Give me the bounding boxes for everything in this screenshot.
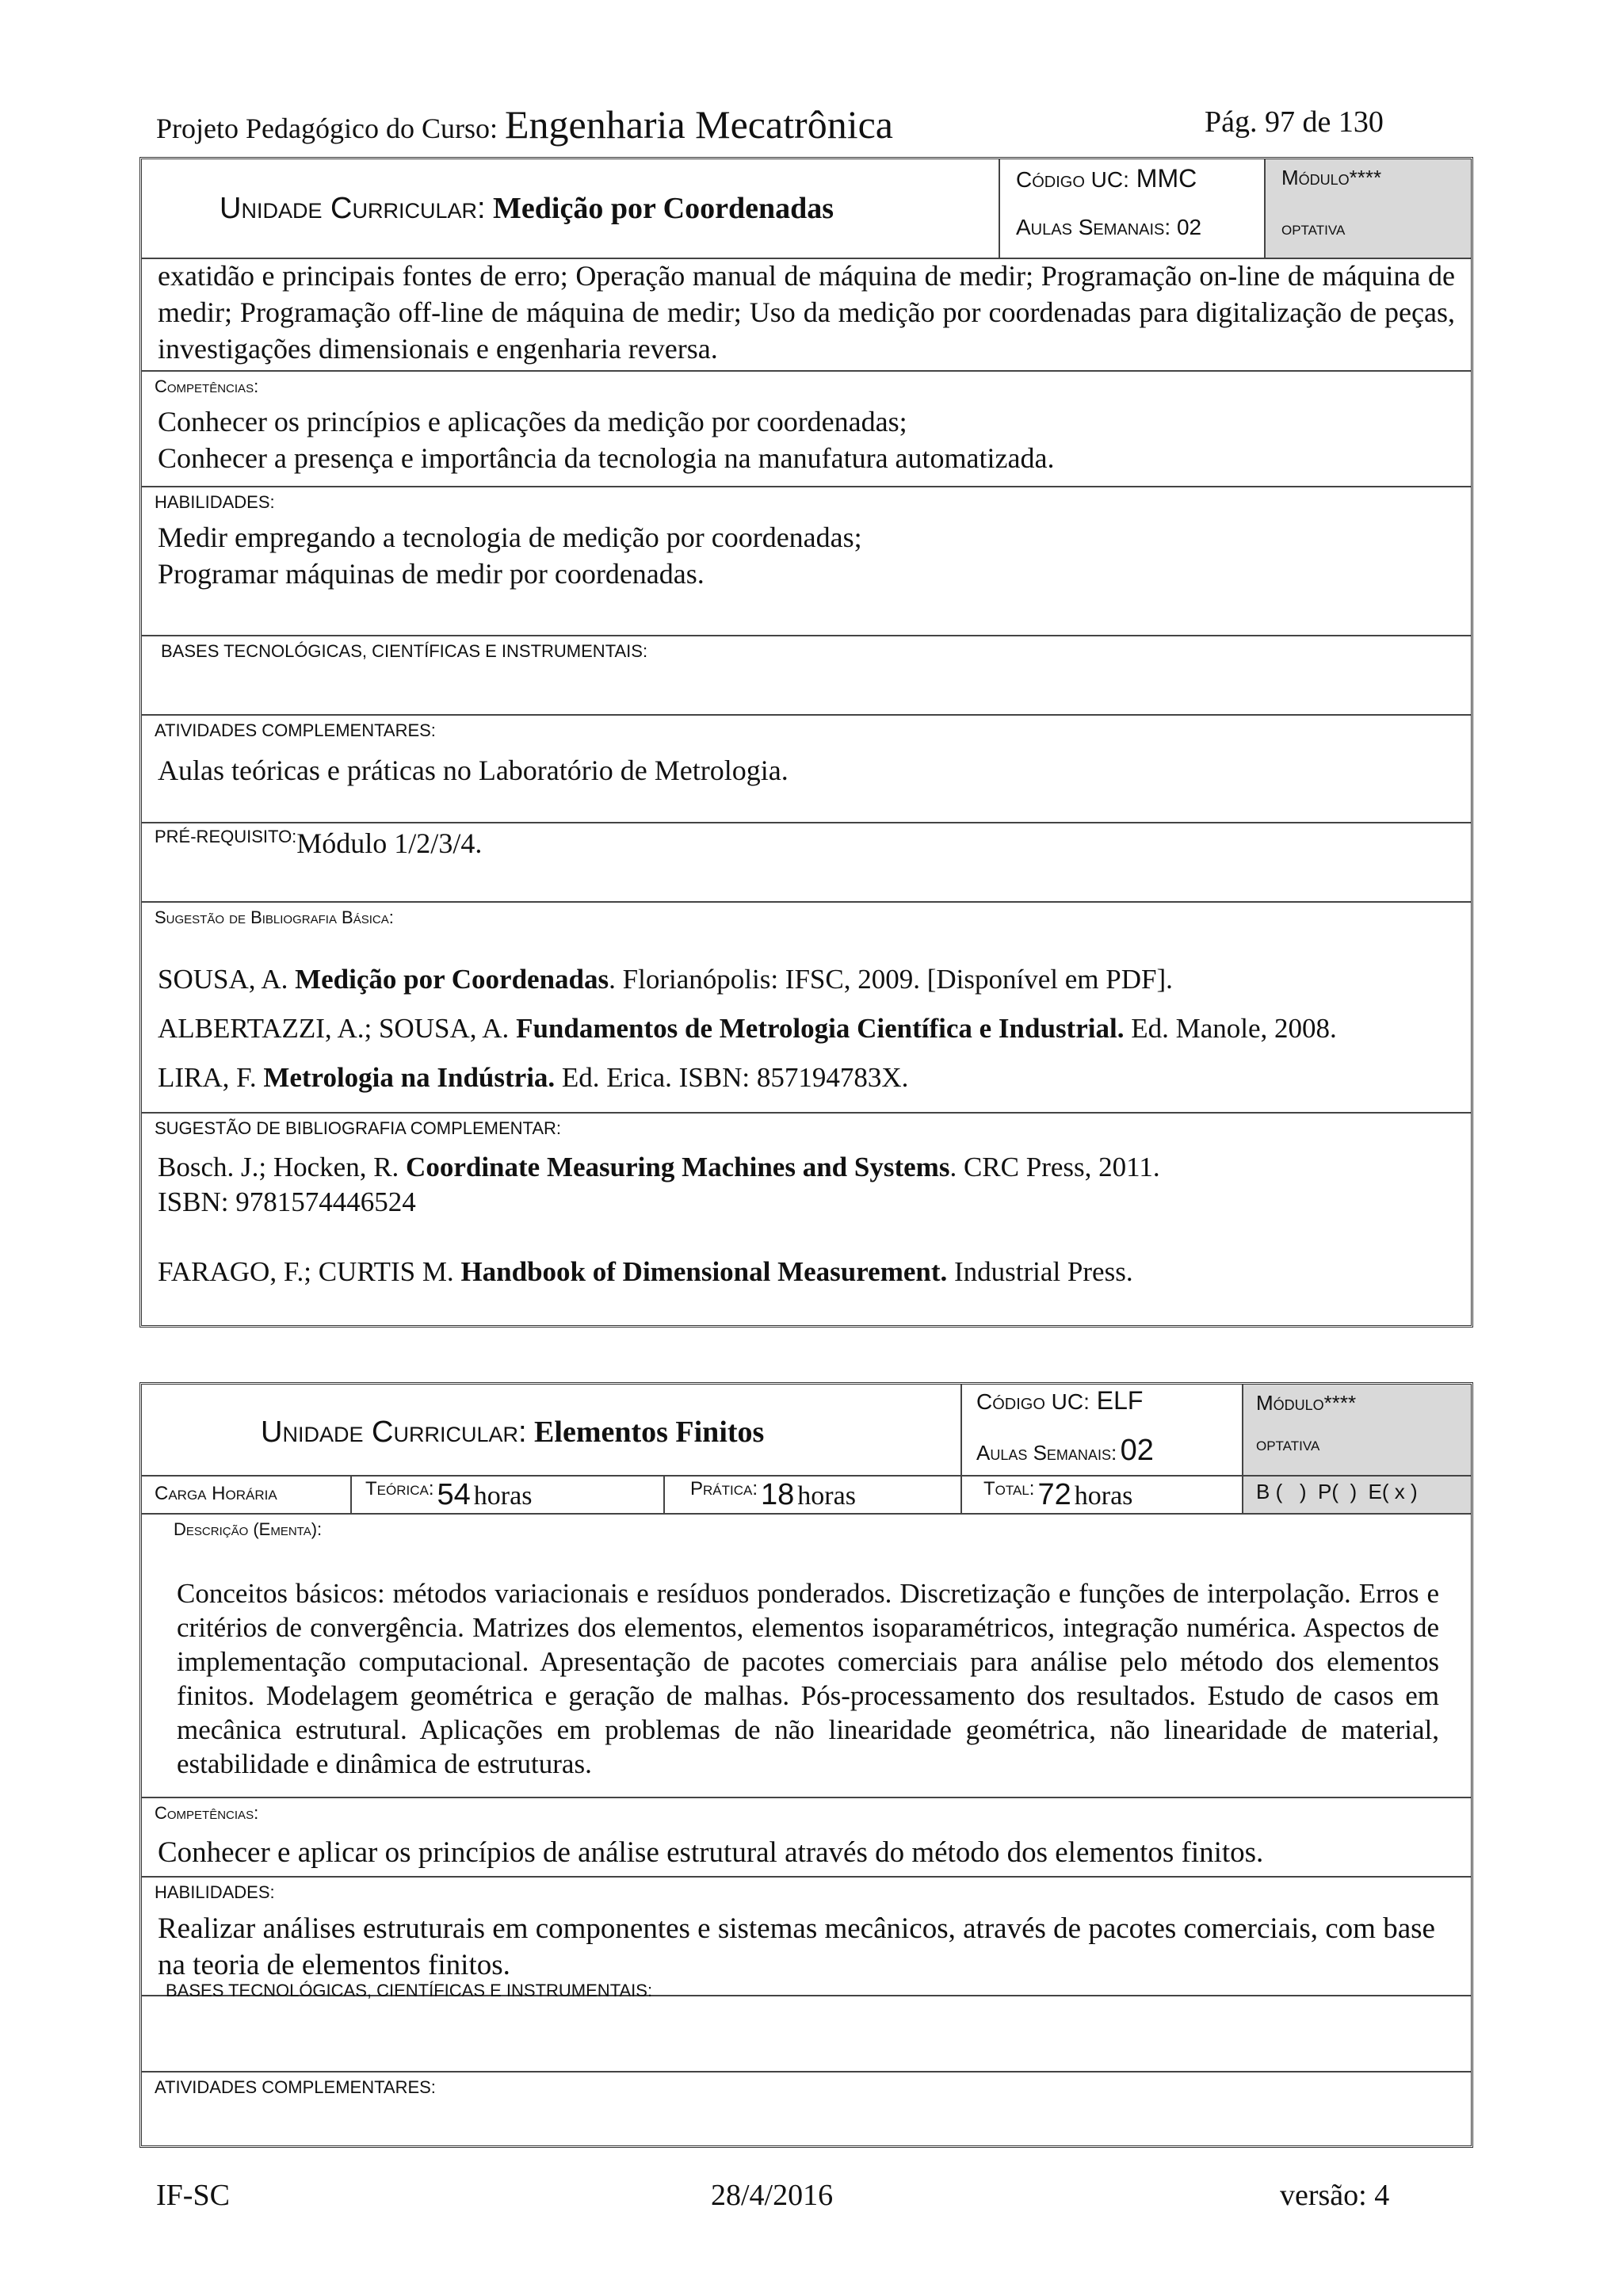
uc-title: Elementos Finitos: [534, 1415, 765, 1449]
biblio-basica-item: LIRA, F. Metrologia na Indústria. Ed. Erica. ISBN: 857194783X.: [158, 1062, 909, 1093]
uc-title-label: Unidade Curricular:: [220, 192, 486, 225]
habilidades-row: [142, 1876, 1471, 1996]
aulas-label: Aulas Semanais:: [976, 1441, 1117, 1465]
competencias-row: [142, 370, 1471, 487]
modulo-cell: [1266, 159, 1471, 258]
habilidades-label: HABILIDADES:: [155, 492, 275, 512]
habilidades-label: HABILIDADES:: [155, 1882, 275, 1902]
total-num: 72: [1037, 1478, 1071, 1511]
codigo-label: Código UC:: [976, 1389, 1090, 1414]
ementa-continuation: [142, 258, 1471, 372]
total-unit: horas: [1074, 1481, 1133, 1511]
competencias-label: Competências:: [155, 1803, 259, 1823]
footer-version: versão: 4: [1280, 2179, 1390, 2212]
modulo-value: optativa: [1256, 1434, 1320, 1455]
biblio-basica-item: ALBERTAZZI, A.; SOUSA, A. Fundamentos de Metrologia Científica e Industrial. Ed. Manole, 2008.: [158, 1013, 1337, 1044]
footer-date: 28/4/2016: [711, 2179, 834, 2212]
biblio-basica-item: SOUSA, A. Medição por Coordenadas. Florianópolis: IFSC, 2009. [Disponível em PDF].: [158, 964, 1173, 995]
pratica-num: 18: [761, 1478, 795, 1511]
codigo-value: ELF: [1096, 1386, 1144, 1415]
atividades-row: [142, 2071, 1471, 2149]
biblio-comp-item: Bosch. J.; Hocken, R. Coordinate Measuring Machines and Systems. CRC Press, 2011.: [158, 1152, 1160, 1182]
habilidades-row: [142, 486, 1471, 636]
codigo-value: MMC: [1136, 164, 1197, 193]
competencia-2: Conhecer a presença e importância da tecnologia na manufatura automatizada.: [158, 442, 1055, 474]
habilidades-text: Realizar análises estruturais em componentes e sistemas mecânicos, através de pacotes comerciais, com base na teoria de elementos finitos.: [158, 1912, 1435, 1981]
pratica-unit: horas: [797, 1481, 856, 1511]
carga-horaria-row: [142, 1475, 1471, 1515]
pratica-label: Prática:: [690, 1478, 758, 1499]
uc-code-cell: [1000, 159, 1264, 258]
page-number: Pág. 97 de 130: [1205, 105, 1384, 139]
biblio-comp-isbn: ISBN: 9781574446524: [158, 1186, 416, 1217]
bases-label: BASES TECNOLÓGICAS, CIENTÍFICAS E INSTRUMENTAIS:: [166, 1981, 653, 2000]
atividades-row: [142, 714, 1471, 823]
uc-title-cell: [142, 1385, 960, 1475]
modulo-label: Módulo****: [1281, 166, 1382, 189]
biblio-comp-item: FARAGO, F.; CURTIS M. Handbook of Dimensional Measurement. Industrial Press.: [158, 1256, 1133, 1287]
biblio-basica-label: Sugestão de Bibliografia Básica:: [155, 907, 394, 927]
course-name: Engenharia Mecatrônica: [504, 102, 893, 147]
habilidade-1: Medir empregando a tecnologia de medição por coordenadas;: [158, 521, 862, 553]
teorica-num: 54: [437, 1478, 471, 1511]
uc-title-label: Unidade Curricular:: [261, 1415, 527, 1449]
uc-code-cell: [962, 1385, 1242, 1475]
descricao-text: Conceitos básicos: métodos variacionais e resíduos ponderados. Discretização e funções de interpolação. Erros e critérios de convergência. Matrizes dos elementos, elementos isoparamétricos, integração numérica. Aspectos de implementação computacional. Apresentação de pacotes comerciais para análise pelo método dos elementos finitos. Modelagem geométrica e geração de malhas. Pós-processamento dos resultados. Estudo de casos em mecânica estrutural. Aplicações em problemas de não linearidade geométrica, não linearidade de material, estabilidade e dinâmica de estruturas.: [177, 1578, 1439, 1779]
teorica-label: Teórica:: [365, 1478, 434, 1499]
teorica-unit: horas: [473, 1481, 533, 1511]
uc-title: Medição por Coordenadas: [493, 192, 834, 225]
competencias-text: Conhecer e aplicar os princípios de análise estrutural através do método dos elementos finitos.: [158, 1836, 1264, 1869]
aulas-label: Aulas Semanais:: [1016, 215, 1171, 239]
competencias-row: [142, 1797, 1471, 1878]
carga-label: Carga Horária: [155, 1483, 277, 1504]
bases-row: [142, 635, 1471, 716]
prereq-row: [142, 822, 1471, 903]
descricao-label: Descrição (Ementa):: [174, 1519, 323, 1539]
codigo-label: Código UC:: [1016, 167, 1129, 192]
aulas-value: 02: [1120, 1434, 1154, 1467]
prereq-label: PRÉ-REQUISITO:: [155, 827, 297, 846]
uc-table-medicao: [139, 157, 1473, 1328]
biblio-comp-row: [142, 1112, 1471, 1329]
prereq-text: Módulo 1/2/3/4.: [296, 827, 483, 859]
habilidade-2: Programar máquinas de medir por coordenadas.: [158, 558, 705, 590]
bpe-markers: B ( ) P( ) E( x ): [1256, 1480, 1418, 1503]
biblio-comp-label: SUGESTÃO DE BIBLIOGRAFIA COMPLEMENTAR:: [155, 1118, 562, 1138]
uc-title-cell: [142, 159, 999, 258]
footer-institution: IF-SC: [156, 2179, 230, 2212]
competencias-label: Competências:: [155, 376, 259, 396]
biblio-basica-row: [142, 901, 1471, 1114]
modulo-value: optativa: [1281, 218, 1346, 239]
modulo-label: Módulo****: [1256, 1391, 1357, 1415]
page-header: [156, 101, 893, 147]
total-label: Total:: [983, 1478, 1035, 1499]
uc-table-elementos-finitos: [139, 1382, 1473, 2148]
bases-label: BASES TECNOLÓGICAS, CIENTÍFICAS E INSTRUMENTAIS:: [161, 641, 648, 661]
modulo-cell: [1243, 1385, 1471, 1475]
atividades-label: ATIVIDADES COMPLEMENTARES:: [155, 2077, 436, 2097]
descricao-row: [142, 1513, 1471, 1798]
ementa-text: exatidão e principais fontes de erro; Operação manual de máquina de medir; Programação on-line de máquina de medir; Programação off-line de máquina de medir; Uso da medição por coordenadas para digitalização de peças, investigações dimensionais e engenharia reversa.: [158, 260, 1455, 365]
doc-prefix: Projeto Pedagógico do Curso:: [156, 113, 498, 144]
atividades-label: ATIVIDADES COMPLEMENTARES:: [155, 720, 436, 740]
aulas-value: 02: [1176, 215, 1202, 239]
competencia-1: Conhecer os princípios e aplicações da medição por coordenadas;: [158, 406, 907, 437]
atividades-text: Aulas teóricas e práticas no Laboratório de Metrologia.: [158, 755, 789, 786]
